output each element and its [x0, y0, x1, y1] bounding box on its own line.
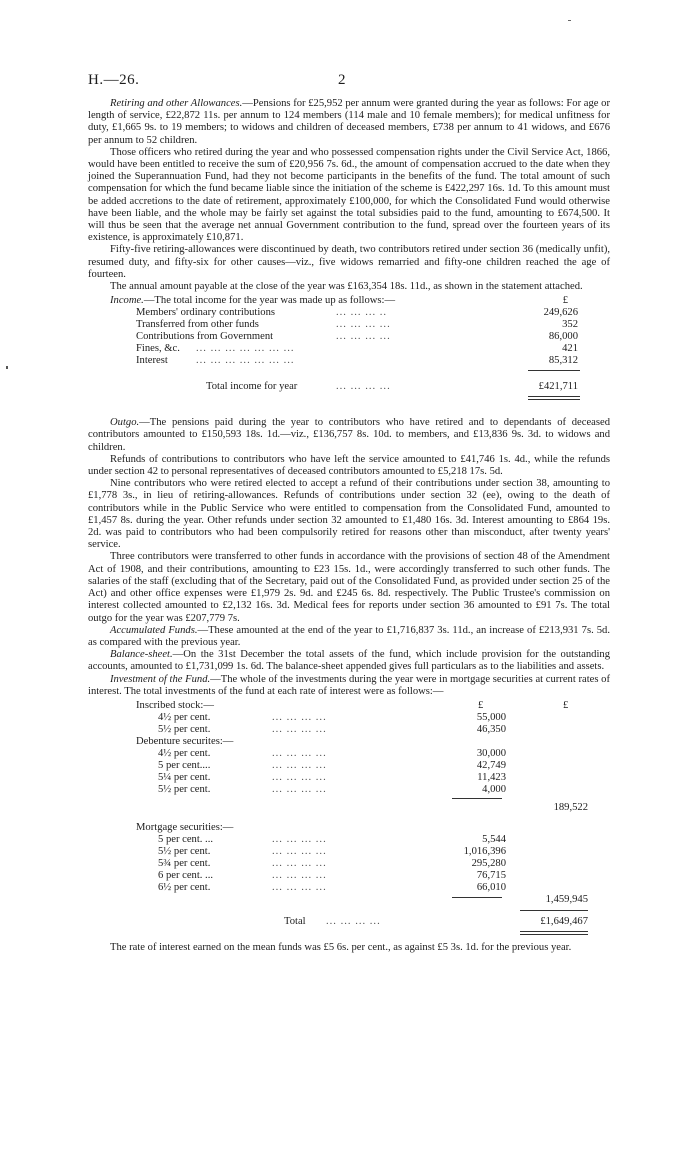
- three-contributors-paragraph: Three contributors were transferred to other funds in accordance with the provisions of section 48 of the Amendment Act of 1908, and their contributions, amounting to £23 15s. 1d., were accordingly transferred to such other funds. The salaries of the staff (excluding that of the Secretary, paid out of the Consolidated Fund, as provided under section 25 of the Act) and other office expenses were £1,979 2s. 9d. and £245 6s. 8d. respectively. The Public Trustee's commission on interest collected amounted to £2,132 16s. 3d. Medical fees for reports under section 36 amounted to £91 7s. The total outgo for the year was £207,779 7s.: [88, 551, 610, 624]
- income-row: [88, 307, 610, 319]
- investment-total-label: Total: [284, 915, 306, 927]
- leader-dots: ... ... ... ...: [272, 857, 327, 869]
- income-label: Interest: [136, 355, 168, 367]
- mortgage-heading: Mortgage securities:—: [136, 821, 234, 833]
- investments-table: [88, 700, 610, 1056]
- investment-amount: 11,423: [477, 771, 506, 783]
- investment-row: [88, 858, 610, 870]
- interest-rate-paragraph: The rate of interest earned on the mean funds was £5 6s. per cent., as against £5 3s. 1d. for the previous year.: [110, 941, 572, 953]
- investment-paragraph: [88, 674, 610, 698]
- leader-dots: ... ... ... ...: [336, 331, 391, 343]
- investment-row: [88, 760, 610, 772]
- document-reference: H.—26.: [88, 72, 140, 88]
- investment-total-row: [88, 916, 610, 928]
- investment-row: [88, 748, 610, 760]
- income-total-amount: £421,711: [538, 381, 578, 393]
- total-double-rule-bottom: [520, 934, 588, 935]
- investment-amount: 55,000: [476, 711, 506, 723]
- leader-dots: ... ... ... ...: [272, 711, 327, 723]
- leader-dots: ... ... ... ...: [272, 723, 327, 735]
- income-intro: [110, 295, 395, 307]
- investment-subtotal: 189,522: [553, 801, 588, 813]
- officers-paragraph: Those officers who retired during the year and who possessed compensation rights under the Civil Service Act, 1866, would have been entitled to receive the sum of £20,956 7s. 6d., the amount of compensation accrued to the date when they joined the Superannuation Fund, had they not become participants in the benefits of the fund. The total amount of such compensation for which the fund became liable since the initiation of the scheme is £422,297 16s. 1d. To this amount must be added accretions to the date of retirement, approximately £100,000, for which the Consolidated Fund would otherwise have been liable, and the whole may be fairly set against the total subsidies paid to the fund, amounting to £674,500. It will thus be seen that the average net annual Government contribution to the fund, spread over the fourteen years of its existence, is approximately £10,871.: [88, 146, 610, 244]
- investment-amount: 4,000: [482, 783, 506, 795]
- subtotal-rule: [452, 798, 502, 799]
- margin-mark: [6, 366, 8, 369]
- income-intro-text: —The total income for the year was made up as follows:—: [143, 295, 396, 307]
- income-double-rule-top: [528, 396, 580, 397]
- leader-dots: ... ... ... ...: [272, 771, 327, 783]
- nine-contributors-paragraph: Nine contributors who were retired elected to accept a refund of their contributions under section 38, amounting to £1,778 3s., in lieu of retiring-allowances. Refunds of contributions under section 32 (ee), owing to the death of contributors while in the Public Service who were entitled to compensation from the Consolidated Fund, amounted to £1,457 8s. during the year. Other refunds under section 32 amounted to £1,480 16s. 3d. Interest amounting to £864 19s. 2d. was paid to contributors who had been compulsorily retired for reasons other than misconduct, after twenty years' service.: [88, 478, 610, 551]
- rate-label: 4½ per cent.: [158, 747, 211, 759]
- rate-label: 4½ per cent.: [158, 711, 211, 723]
- income-rule: [528, 370, 580, 371]
- leader-dots: ... ... ... ... ... ... ...: [196, 343, 295, 355]
- investment-amount: 295,280: [471, 857, 506, 869]
- leader-dots: ... ... ... ...: [272, 759, 327, 771]
- rate-label: 6 per cent. ...: [158, 869, 214, 881]
- investment-row: [88, 882, 610, 894]
- income-total-row: [88, 381, 610, 393]
- rate-label: 5¼ per cent.: [158, 771, 211, 783]
- outgo-text: —The pensions paid during the year to contributors who have retired and to dependants of deceased contributors amounted to £150,593 18s. 1d.—viz., £136,757 8s. 10d. to members, and £13,836 9s. 3d. to widows and children.: [88, 417, 610, 453]
- leader-dots: ... ... ... ...: [336, 381, 391, 393]
- accumulated-text: —These amounted at the end of the year to £1,716,837 3s. 11d., an increase of £213,931 7s. 5d. as compared with the previous year.: [88, 624, 610, 648]
- investment-row: [88, 724, 610, 736]
- leader-dots: ... ... ... ...: [272, 869, 327, 881]
- rate-label: 5½ per cent.: [158, 783, 211, 795]
- investment-row: [88, 784, 610, 796]
- income-heading: Income.: [110, 295, 144, 307]
- leader-dots: ... ... ... ...: [326, 915, 381, 927]
- investment-amount: 30,000: [476, 747, 506, 759]
- income-double-rule-bottom: [528, 399, 580, 400]
- leader-dots: ... ... ... ...: [272, 833, 327, 845]
- income-label: Contributions from Government: [136, 331, 274, 343]
- retiring-paragraph: [88, 98, 610, 147]
- rate-label: 5 per cent. ...: [158, 833, 214, 845]
- investment-row: [88, 712, 610, 724]
- investment-row: [88, 834, 610, 846]
- income-label: Members' ordinary contributions: [136, 307, 276, 319]
- accumulated-funds-paragraph: [88, 625, 610, 649]
- inscribed-heading: Inscribed stock:—: [136, 699, 214, 711]
- income-label: Fines, &c.: [136, 343, 180, 355]
- rate-label: 5 per cent....: [158, 759, 211, 771]
- page-scratch-mark: [568, 20, 571, 21]
- income-row: [88, 343, 610, 355]
- leader-dots: ... ... ... ... ... ... ...: [196, 355, 295, 367]
- refunds-paragraph: Refunds of contributions to contributors who have left the service amounted to £41,746 1s. 4d., while the refunds under section 42 to personal representatives of deceased contributors amounted to £5,218 17s. 5d.: [88, 453, 610, 478]
- annual-amount-paragraph: The annual amount payable at the close of the year was £163,354 18s. 11d., as shown in the statement attached.: [110, 281, 583, 293]
- income-amount: 421: [562, 343, 578, 355]
- report-body: [88, 98, 610, 1056]
- income-row: [88, 319, 610, 331]
- investment-total-amount: £1,649,467: [540, 915, 588, 927]
- investment-row: [88, 846, 610, 858]
- investment-amount: 76,715: [476, 869, 506, 881]
- outgo-heading: Outgo.: [110, 417, 140, 429]
- investment-amount: 46,350: [476, 723, 506, 735]
- investment-subtotal-row: [88, 894, 610, 906]
- income-currency: £: [562, 295, 568, 307]
- balance-sheet-paragraph: [88, 649, 610, 673]
- investment-row: [88, 772, 610, 784]
- leader-dots: ... ... ... ...: [272, 881, 327, 893]
- investment-amount: 66,010: [476, 881, 506, 893]
- investment-amount: 42,749: [476, 759, 506, 771]
- balance-text: —On the 31st December the total assets of the fund, which include provision for the outstanding accounts, amounted to £1,731,099 1s. 6d. The balance-sheet appended gives full particulars as to the liabilities and assets.: [88, 649, 610, 673]
- total-rule: [520, 910, 588, 911]
- accumulated-heading: Accumulated Funds.: [110, 624, 198, 636]
- total-double-rule-top: [520, 931, 588, 932]
- investment-amount: 1,016,396: [463, 845, 506, 857]
- investment-subtotal-row: [88, 802, 610, 814]
- leader-dots: ... ... ... ...: [272, 845, 327, 857]
- income-amount: 249,626: [543, 307, 578, 319]
- balance-heading: Balance-sheet.: [110, 649, 173, 661]
- retiring-text: —Pensions for £25,952 per annum were granted during the year as follows: For age or length of service, £22,872 11s. per annum to 124 members (114 male and 10 female members); for medical unfitness for duty, £1,665 9s. to 19 members; to widows and children of deceased members, £738 per annum to 41 widows, and £676 per annum to 52 children.: [88, 98, 610, 146]
- income-amount: 85,312: [548, 355, 578, 367]
- income-amount: 86,000: [548, 331, 578, 343]
- retiring-heading: Retiring and other Allowances.: [110, 98, 243, 109]
- investment-row: [88, 870, 610, 882]
- page-header: [88, 72, 608, 94]
- leader-dots: ... ... ... ..: [336, 307, 388, 319]
- income-row: [88, 331, 610, 343]
- income-label: Transferred from other funds: [136, 319, 259, 331]
- leader-dots: ... ... ... ...: [272, 747, 327, 759]
- discontinued-paragraph: Fifty-five retiring-allowances were discontinued by death, two contributors retired under section 36 (medically unfit), resumed duty, and fifty-six for other causes—viz., five widows remarried and fifty-one children reached the age of fourteen.: [88, 244, 610, 280]
- debenture-heading: Debenture securites:—: [136, 735, 234, 747]
- income-total-label: Total income for year: [206, 381, 298, 393]
- income-amount: 352: [562, 319, 578, 331]
- investment-currency: £: [478, 699, 484, 711]
- rate-label: 5¾ per cent.: [158, 857, 211, 869]
- rate-label: 5½ per cent.: [158, 723, 211, 735]
- page-number: 2: [338, 72, 346, 88]
- investment-heading: Investment of the Fund.: [110, 673, 211, 685]
- investment-amount: 5,544: [482, 833, 506, 845]
- rate-label: 5½ per cent.: [158, 845, 211, 857]
- leader-dots: ... ... ... ...: [336, 319, 391, 331]
- outgo-paragraph: [88, 417, 610, 454]
- income-table: [88, 295, 610, 417]
- investment-text: —The whole of the investments during the year were in mortgage securities at current rates of interest. The total investments of the fund at each rate of interest were as follows:—: [88, 673, 610, 697]
- income-row: [88, 355, 610, 367]
- investment-currency-total: £: [563, 699, 569, 711]
- leader-dots: ... ... ... ...: [272, 783, 327, 795]
- investment-subtotal: 1,459,945: [545, 893, 588, 905]
- rate-label: 6½ per cent.: [158, 881, 211, 893]
